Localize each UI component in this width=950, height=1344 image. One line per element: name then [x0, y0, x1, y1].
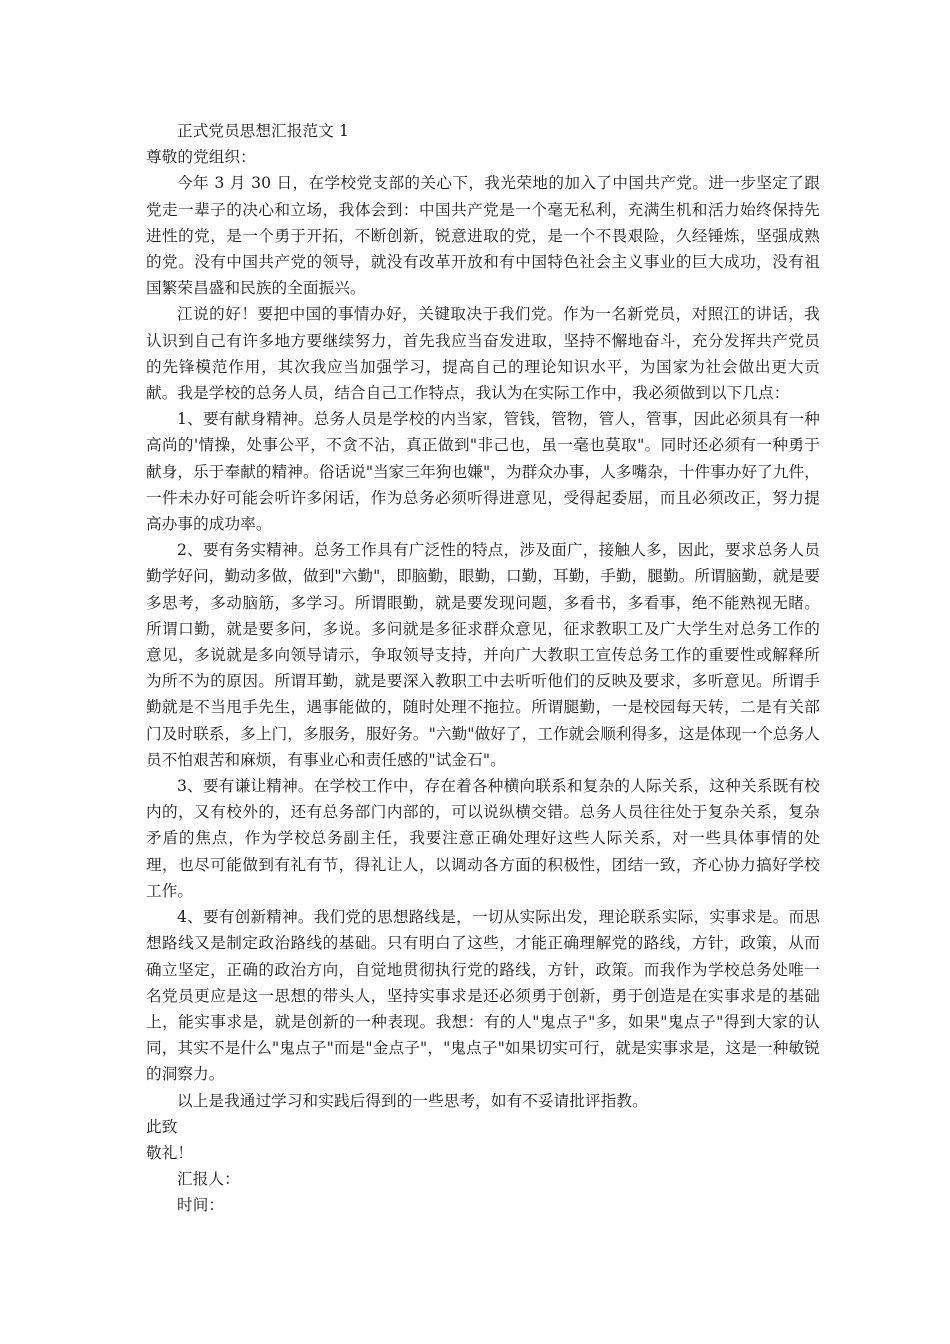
paragraph-point-2: 2、要有务实精神。总务工作具有广泛性的特点，涉及面广，接触人多，因此，要求总务人员勤学好问，勤动多做，做到"六勤"，即脑勤，眼勤，口勤，耳勤，手勤，腿勤。所谓脑勤，就是要多思考，多动脑筋，多学习。所谓眼勤，就是要发现问题，多看书，多看事，绝不能熟视无睹。所谓口勤，就是要多问，多说。多问就是多征求群众意见，征求教职工及广大学生对总务工作的意见，多说就是多向领导请示，争取领导支持，并向广大教职工宣传总务工作的重要性或解释所为所不为的原因。所谓耳勤，就是要深入教职工中去听听他们的反映及要求，多听意见。所谓手勤就是不当甩手先生，遇事能做的，随时处理不拖拉。所谓腿勤，一是校园每天转，二是有关部门及时联系，多上门，多服务，服好务。"六勤"做好了，工作就会顺利得多，这是体现一个总务人员不怕艰苦和麻烦，有事业心和责任感的"试金石"。: [146, 541, 820, 769]
paragraph-point-4: 4、要有创新精神。我们党的思想路线是，一切从实际出发，理论联系实际，实事求是。而思想路线又是制定政治路线的基础。只有明白了这些，才能正确理解党的路线，方针，政策，从而确立坚定，正确的政治方向，自觉地贯彻执行党的路线，方针，政策。而我作为学校总务处唯一名党员更应是这一思想的带头人，坚持实事求是还必须勇于创新，勇于创造是在实事求是的基础上，能实事求是，就是创新的一种表现。我想：有的人"鬼点子"多，如果"鬼点子"得到大家的认同，其实不是什么"鬼点子"而是"金点子"，"鬼点子"如果切实可行，就是实事求是，这是一种敏锐的洞察力。: [146, 908, 820, 1084]
paragraph-conclusion: 以上是我通过学习和实践后得到的一些思考，如有不妥请批评指教。: [177, 1091, 648, 1110]
paragraph-commitment: 江说的好！要把中国的事情办好，关键取决于我们党。作为一名新党员，对照江的讲话，我认识到自己有许多地方要继续努力，首先我应当奋发进取，坚持不懈地奋斗，充分发挥共产党员的先锋模范作用，其次我应当加强学习，提高自己的理论知识水平，为国家为社会做出更大贡献。我是学校的总务人员，结合自己工作特点，我认为在实际工作中，我必须做到以下几点：: [146, 305, 820, 403]
paragraph-point-1: 1、要有献身精神。总务人员是学校的内当家，管钱，管物，管人，管事，因此必须具有一种高尚的'情操，处事公平，不贪不沾，真正做到"非己也，虽一毫也莫取"。同时还必须有一种勇于献身，乐于奉献的精神。俗话说"当家三年狗也嫌"，为群众办事，人多嘴杂，十件事办好了九件，一件未办好可能会听许多闲话，作为总务必须听得进意见，受得起委屈，而且必须改正，努力提高办事的成功率。: [146, 410, 820, 534]
reporter-label: 汇报人：: [177, 1170, 240, 1189]
time-label: 时间：: [177, 1196, 225, 1215]
document-page: [146, 118, 820, 1219]
closing-ci-zhi: 此致: [146, 1117, 178, 1136]
document-title: 正式党员思想汇报范文 1: [177, 122, 350, 140]
closing-jing-li: 敬礼！: [146, 1143, 194, 1162]
paragraph-point-3: 3、要有谦让精神。在学校工作中，存在着各种横向联系和复杂的人际关系，这种关系既有校内的，又有校外的，还有总务部门内部的，可以说纵横交错。总务人员往往处于复杂关系，复杂矛盾的焦点，作为学校总务副主任，我要注意正确处理好这些人际关系，对一些具体事情的处理，也尽可能做到有礼有节，得礼让人，以调动各方面的积极性，团结一致，齐心协力搞好学校工作。: [146, 777, 820, 900]
paragraph-intro: 今年 3 月 30 日，在学校党支部的关心下，我光荣地的加入了中国共产党。进一步坚定了跟党走一辈子的决心和立场，我体会到：中国共产党是一个毫无私利，充满生机和活力始终保持先进性的党，是一个勇于开拓，不断创新，锐意进取的党，是一个不畏艰险，久经锤炼，坚强成熟的党。没有中国共产党的领导，就没有改革开放和有中国特色社会主义事业的巨大成功，没有祖国繁荣昌盛和民族的全面振兴。: [146, 174, 820, 298]
salutation: 尊敬的党组织：: [146, 148, 256, 167]
